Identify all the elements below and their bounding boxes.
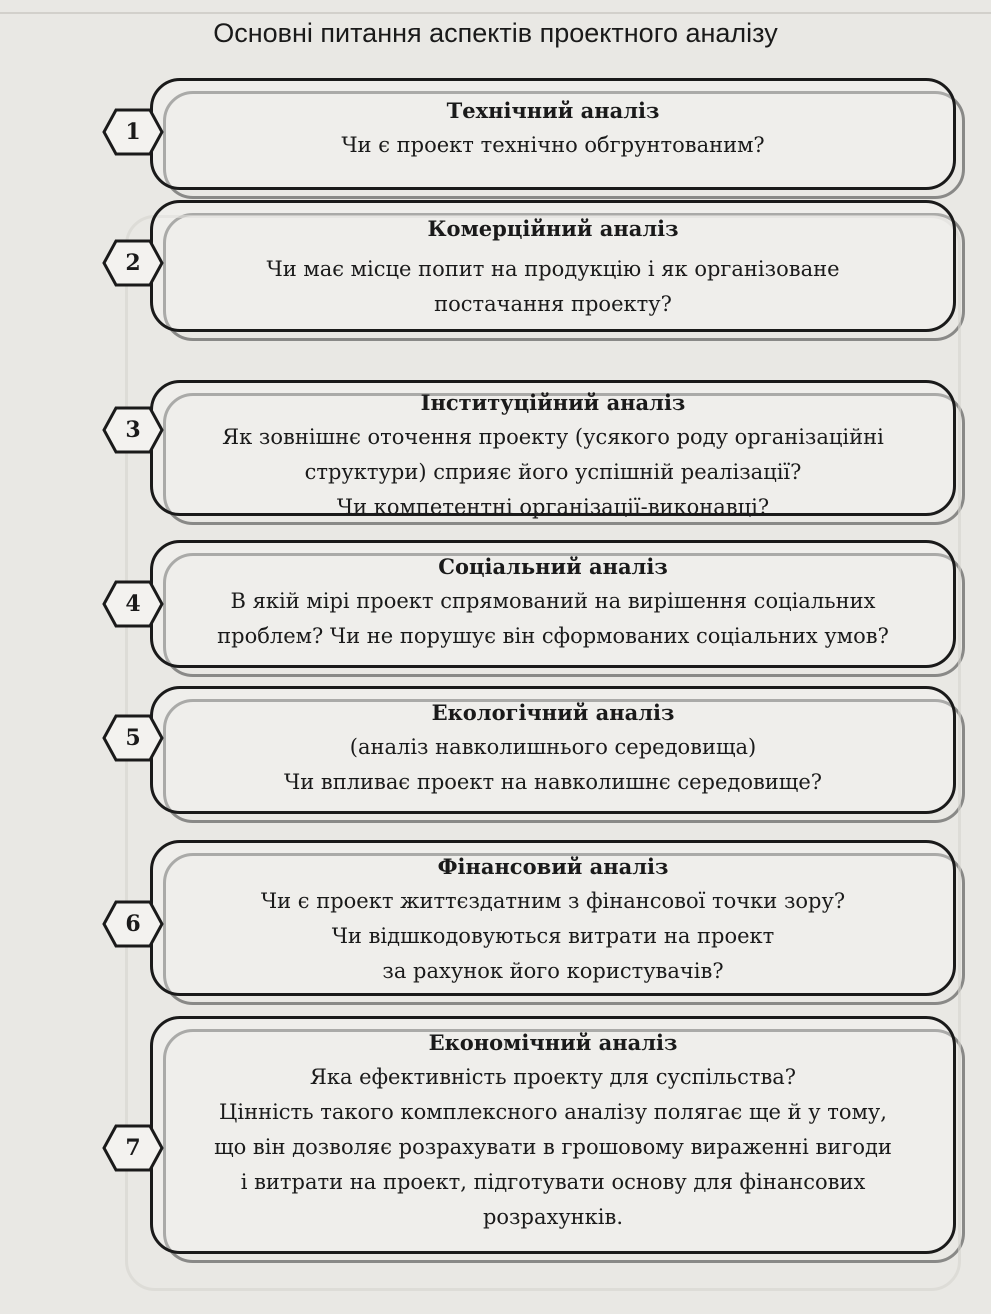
aspect-question: Чи є проект життєздатним з фінансової точки зору? xyxy=(260,889,846,913)
aspect-heading: Екологічний аналіз xyxy=(431,700,675,725)
aspect-question: проблем? Чи не порушує він сформованих соціальних умов? xyxy=(217,624,889,648)
page-title: Основні питання аспектів проектного аналізу xyxy=(213,18,778,48)
number-badge-2: 2 xyxy=(102,239,164,287)
aspect-text: що він дозволяє розрахувати в грошовому вираженні вигоди xyxy=(214,1135,892,1159)
aspect-heading: Економічний аналіз xyxy=(428,1030,678,1055)
aspect-question: постачання проекту? xyxy=(434,292,672,316)
number-badge-6: 6 xyxy=(102,900,164,948)
aspect-text: і витрати на проект, підготувати основу для фінансових xyxy=(240,1170,866,1194)
aspect-box-7 xyxy=(150,1016,956,1254)
aspect-heading: Фінансовий аналіз xyxy=(437,854,669,879)
number-badge-1: 1 xyxy=(102,108,164,156)
aspect-question: за рахунок його користувачів? xyxy=(382,959,724,983)
aspect-box-1 xyxy=(150,78,956,190)
aspect-text: розрахунків. xyxy=(482,1205,624,1229)
aspect-heading: Соціальний аналіз xyxy=(438,554,668,579)
aspect-question: Чи відшкодовуються витрати на проект xyxy=(331,924,775,948)
aspect-box-6 xyxy=(150,840,956,996)
aspect-question: Чи є проект технічно обгрунтованим? xyxy=(341,133,765,157)
number-badge-7: 7 xyxy=(102,1124,164,1172)
aspect-question: Яка ефективність проекту для суспільства? xyxy=(309,1065,797,1089)
aspect-question: структури) сприяє його успішній реалізації? xyxy=(304,460,802,484)
aspect-heading: Інституційний аналіз xyxy=(420,390,686,415)
aspect-question: Чи впливає проект на навколишнє середовище? xyxy=(283,770,823,794)
aspect-box-3 xyxy=(150,380,956,519)
aspect-question: Чи компетентні організації-виконавці? xyxy=(336,495,770,519)
aspect-question: (аналіз навколишнього середовища) xyxy=(349,735,757,759)
page-top-rule xyxy=(0,12,991,14)
aspect-question: Як зовнішнє оточення проекту (усякого роду організаційні xyxy=(222,425,884,449)
aspect-box-5 xyxy=(150,686,956,814)
number-badge-4: 4 xyxy=(102,580,164,628)
aspect-heading: Технічний аналіз xyxy=(446,98,660,123)
aspect-box-2 xyxy=(150,200,956,332)
aspect-question: Чи має місце попит на продукцію і як організоване xyxy=(266,257,840,281)
number-badge-5: 5 xyxy=(102,714,164,762)
aspect-heading: Комерційний аналіз xyxy=(427,216,679,241)
aspect-question: В якій мірі проект спрямований на вирішення соціальних xyxy=(230,589,876,613)
number-badge-3: 3 xyxy=(102,406,164,454)
aspect-box-4 xyxy=(150,540,956,668)
aspect-text: Цінність такого комплексного аналізу полягає ще й у тому, xyxy=(219,1100,887,1124)
